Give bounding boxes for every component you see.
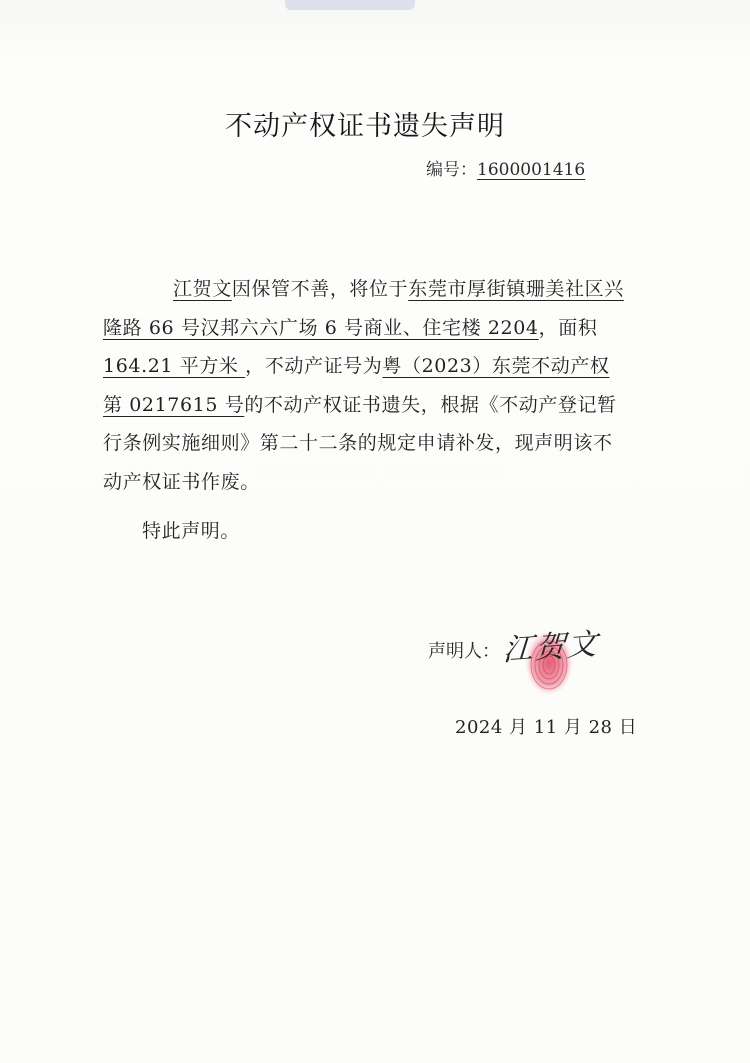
property-area: 164.21 平方米: [103, 355, 246, 377]
signer-label: 声明人：: [428, 641, 500, 662]
closing-statement: 特此声明。: [142, 520, 241, 542]
scan-smudge: [285, 0, 415, 10]
property-address: 东莞市厚街镇珊美社区兴隆路 66 号汉邦六六广场 6 号商业、住宅楼 2204: [103, 278, 624, 339]
signature-text: 江贺文: [501, 626, 601, 669]
document-title: 不动产权证书遗失声明: [225, 111, 505, 142]
document-number-label: 编号：: [426, 160, 477, 180]
document-number: [426, 155, 585, 180]
body-segment-3: ，不动产证号为: [245, 355, 383, 377]
body-segment-4: 的不动产权证书遗失，根据《不动产登记暂行条例实施细则》第二十二条的规定申请补发，现声明该不动产权证书作废。: [103, 393, 617, 493]
declaration-date: 2024 月 11 月 28 日: [455, 717, 638, 738]
signature-block: [428, 615, 628, 705]
document-number-value: 1600001416: [477, 160, 586, 180]
body-segment-1: 因保管不善，将位于: [231, 278, 409, 300]
owner-name: 江贺文: [173, 278, 232, 300]
declaration-body: [103, 270, 628, 501]
handwritten-signature: [501, 616, 629, 675]
body-segment-2: ，面积: [538, 316, 598, 339]
certificate-number: 粤（2023）东莞不动产权第 0217615 号: [103, 355, 610, 416]
